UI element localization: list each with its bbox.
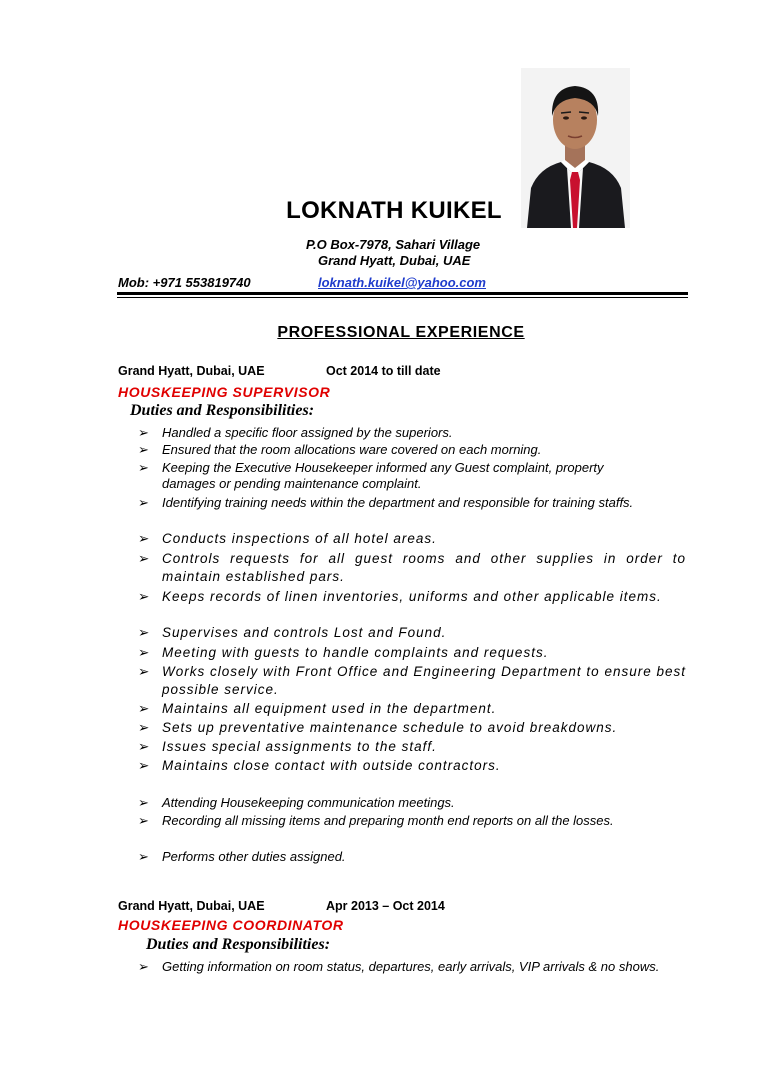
job-2-employer: Grand Hyatt, Dubai, UAE bbox=[118, 899, 265, 913]
job-1-header bbox=[118, 364, 441, 378]
email-link[interactable]: loknath.kuikel@yahoo.com bbox=[318, 275, 486, 290]
arrow-bullet-icon: ➢ bbox=[138, 849, 149, 864]
job-1-title: HOUSKEEPING SUPERVISOR bbox=[118, 384, 331, 400]
list-item: ➢ Meeting with guests to handle complaints and requests. bbox=[138, 645, 549, 660]
arrow-bullet-icon: ➢ bbox=[138, 813, 149, 828]
address-line-1: P.O Box-7978, Sahari Village bbox=[306, 237, 481, 252]
list-item: ➢ Conducts inspections of all hotel areas. bbox=[138, 531, 437, 546]
header-divider-thin bbox=[117, 297, 688, 298]
arrow-bullet-icon: ➢ bbox=[138, 645, 151, 660]
arrow-bullet-icon: ➢ bbox=[138, 551, 151, 566]
arrow-bullet-icon: ➢ bbox=[138, 425, 149, 440]
list-item: ➢ Supervises and controls Lost and Found. bbox=[138, 625, 447, 640]
job-2-duties-heading: Duties and Responsibilities: bbox=[146, 936, 331, 953]
arrow-bullet-icon: ➢ bbox=[138, 701, 151, 716]
candidate-name bbox=[0, 197, 768, 225]
list-item: ➢ Performs other duties assigned. bbox=[138, 849, 346, 864]
address-line-2: Grand Hyatt, Dubai, UAE bbox=[318, 253, 471, 268]
arrow-bullet-icon: ➢ bbox=[138, 758, 151, 773]
list-item: ➢ Works closely with Front Office and Engineering Department to ensure best possible service. bbox=[138, 664, 686, 697]
arrow-bullet-icon: ➢ bbox=[138, 531, 151, 546]
section-title bbox=[0, 324, 768, 342]
arrow-bullet-icon: ➢ bbox=[138, 959, 149, 974]
list-item: ➢ Ensured that the room allocations ware covered on each morning. bbox=[138, 442, 542, 457]
job-1-duties-heading: Duties and Responsibilities: bbox=[130, 402, 315, 419]
list-item: ➢ Controls requests for all guest rooms and other supplies in order to maintain established pars. bbox=[138, 551, 686, 584]
header-divider-thick bbox=[117, 292, 688, 295]
list-item: ➢ Getting information on room status, departures, early arrivals, VIP arrivals & no shows. bbox=[138, 959, 660, 974]
candidate-name-text: LOKNATH KUIKEL bbox=[286, 197, 502, 224]
arrow-bullet-icon: ➢ bbox=[138, 625, 151, 640]
arrow-bullet-icon: ➢ bbox=[138, 442, 149, 457]
job-2-header bbox=[118, 899, 445, 913]
arrow-bullet-icon: ➢ bbox=[138, 495, 149, 510]
list-item: ➢ Identifying training needs within the department and responsible for training staffs. bbox=[138, 495, 634, 510]
list-item: ➢ Maintains close contact with outside contractors. bbox=[138, 758, 501, 773]
section-title-text: PROFESSIONAL EXPERIENCE bbox=[277, 324, 525, 341]
list-item: ➢ Sets up preventative maintenance schedule to avoid breakdowns. bbox=[138, 720, 618, 735]
arrow-bullet-icon: ➢ bbox=[138, 460, 149, 475]
arrow-bullet-icon: ➢ bbox=[138, 795, 149, 810]
job-1-dates: Oct 2014 to till date bbox=[326, 364, 441, 378]
list-item: ➢ Keeps records of linen inventories, uniforms and other applicable items. bbox=[138, 589, 662, 604]
list-item: ➢ Maintains all equipment used in the department. bbox=[138, 701, 497, 716]
mobile-number: Mob: +971 553819740 bbox=[118, 275, 251, 290]
list-item: ➢ Attending Housekeeping communication meetings. bbox=[138, 795, 455, 810]
list-item: ➢ Issues special assignments to the staff. bbox=[138, 739, 437, 754]
list-item: ➢ Recording all missing items and preparing month end reports on all the losses. bbox=[138, 813, 614, 828]
job-2-title: HOUSKEEPING COORDINATOR bbox=[118, 917, 344, 933]
arrow-bullet-icon: ➢ bbox=[138, 589, 151, 604]
list-item: ➢ Handled a specific floor assigned by the superiors. bbox=[138, 425, 453, 440]
job-1-employer: Grand Hyatt, Dubai, UAE bbox=[118, 364, 265, 378]
arrow-bullet-icon: ➢ bbox=[138, 739, 151, 754]
job-2-dates: Apr 2013 – Oct 2014 bbox=[326, 899, 445, 913]
list-item: ➢ Keeping the Executive Housekeeper informed any Guest complaint, property damages or pending maintenance complaint. bbox=[138, 460, 604, 491]
arrow-bullet-icon: ➢ bbox=[138, 720, 151, 735]
arrow-bullet-icon: ➢ bbox=[138, 664, 151, 679]
